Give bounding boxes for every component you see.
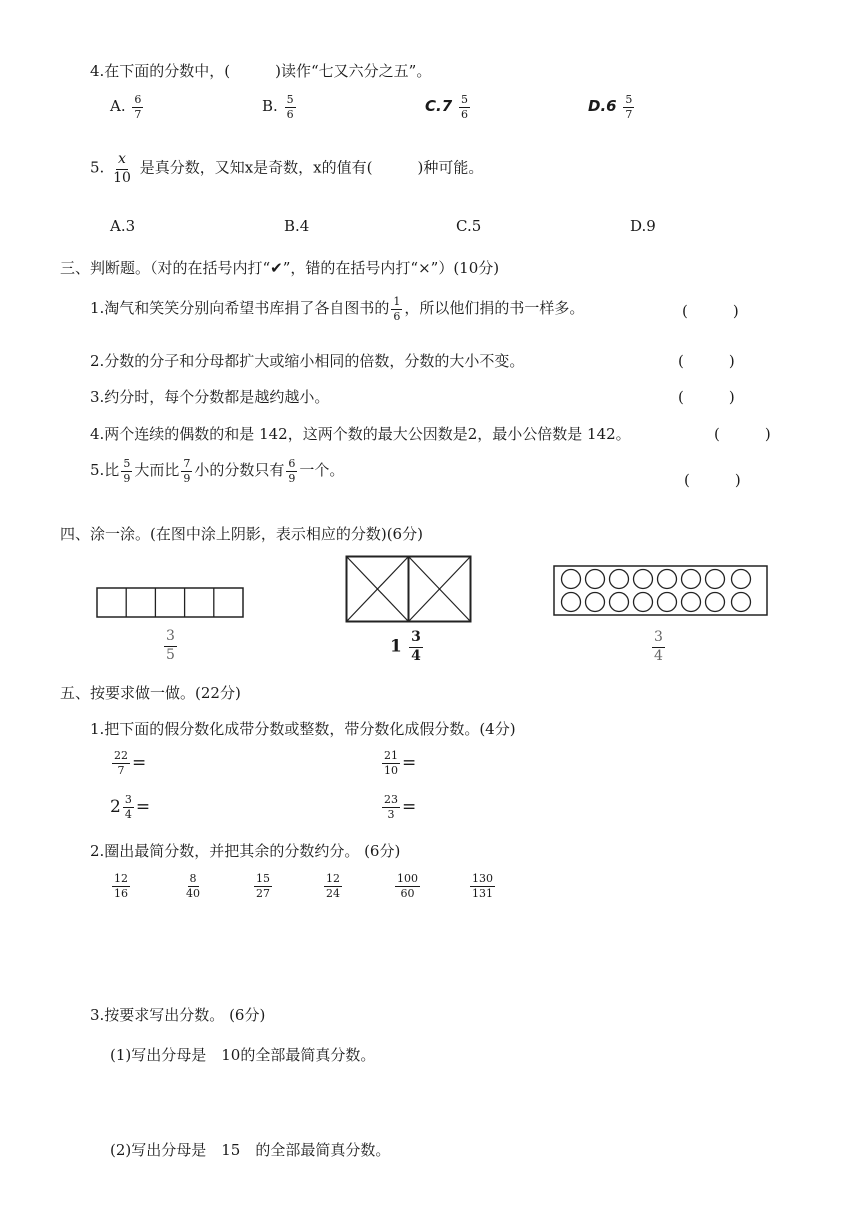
q4-option-d[interactable] <box>588 94 636 120</box>
option-numerator: 5 <box>460 93 468 106</box>
convert-numerator: 3 <box>124 793 132 806</box>
reduce-fraction-6[interactable] <box>468 873 497 899</box>
section5-title: 五、按要求做一做。(22分) <box>60 684 241 702</box>
convert-denominator: 7 <box>117 763 125 777</box>
figure-numerator: 3 <box>409 630 423 648</box>
q5-option-b[interactable]: B.4 <box>284 217 310 235</box>
reduce-fraction-1[interactable] <box>110 873 132 899</box>
q4-option-b[interactable] <box>262 94 298 120</box>
judge-item-5 <box>90 458 344 484</box>
option-prefix: C. <box>425 97 442 116</box>
convert-denominator: 4 <box>124 807 132 821</box>
q4-option-c[interactable] <box>425 94 472 120</box>
equals-sign: = <box>402 753 417 774</box>
crossed-squares-figure[interactable] <box>345 555 473 624</box>
reduce-numerator: 130 <box>472 872 493 885</box>
reduce-denominator: 60 <box>400 886 415 900</box>
answer-paren-1[interactable]: ( ) <box>682 302 739 320</box>
option-denominator: 6 <box>286 107 294 121</box>
judge-denominator: 9 <box>288 471 296 485</box>
q5-option-c[interactable]: C.5 <box>456 217 482 235</box>
q5-numerator: x <box>116 152 128 170</box>
s5-q1-title: 1.把下面的假分数化成带分数或整数，带分数化成假分数。(4分) <box>90 720 516 738</box>
judge-text: 一个。 <box>299 461 345 480</box>
option-denominator: 7 <box>625 107 633 121</box>
convert-whole: 2 <box>110 797 121 818</box>
judge-text: 1.淘气和笑笑分别向希望书库捐了各自图书的 <box>90 299 390 318</box>
figure-3-fraction <box>650 630 667 663</box>
option-prefix: A. <box>110 97 126 116</box>
figure-1-fraction <box>162 629 179 662</box>
judge-numerator: 1 <box>393 295 401 308</box>
figure-denominator: 4 <box>411 647 421 664</box>
figure-numerator: 3 <box>164 629 177 647</box>
answer-paren-3[interactable]: ( ) <box>678 388 735 406</box>
answer-paren-5[interactable]: ( ) <box>684 471 741 489</box>
judge-denominator: 6 <box>393 309 401 323</box>
convert-item-3[interactable] <box>110 794 150 820</box>
q5-denominator: 10 <box>113 169 131 186</box>
judge-numerator: 7 <box>183 457 191 470</box>
judge-numerator: 6 <box>288 457 296 470</box>
circles-group <box>562 570 751 612</box>
q5-option-d[interactable]: D.9 <box>630 217 656 235</box>
judge-numerator: 5 <box>123 457 131 470</box>
option-denominator: 7 <box>134 107 142 121</box>
five-square-strip[interactable] <box>96 587 246 619</box>
q5-stem-line: 5. $\frac{x}{10}$ 是真分数，又知x是奇数，x的值有( )种可能。 <box>90 151 484 186</box>
figure-whole: 1 <box>390 636 402 657</box>
q5-stem: 是真分数，又知x是奇数，x的值有( )种可能。 <box>139 158 484 177</box>
figure-2-fraction <box>390 630 425 663</box>
convert-denominator: 3 <box>387 807 395 821</box>
judge-denominator: 9 <box>123 471 131 485</box>
s5-q3-title: 3.按要求写出分数。 (6分) <box>90 1006 266 1024</box>
s5-q2-title: 2.圈出最简分数，并把其余的分数约分。 (6分) <box>90 842 401 860</box>
option-numerator: 5 <box>286 93 294 106</box>
equals-sign: = <box>132 753 147 774</box>
answer-paren-2[interactable]: ( ) <box>678 352 735 370</box>
option-prefix: B. <box>262 97 278 116</box>
convert-numerator: 22 <box>114 749 128 762</box>
section3-title: 三、判断题。（对的在括号内打“✔”，错的在括号内打“×”）(10分) <box>60 259 500 277</box>
judge-item-2: 2.分数的分子和分母都扩大或缩小相同的倍数，分数的大小不变。 <box>90 352 525 370</box>
reduce-fraction-5[interactable] <box>393 873 422 899</box>
option-numerator: 6 <box>134 93 142 106</box>
equals-sign: = <box>135 797 151 818</box>
reduce-denominator: 131 <box>472 886 493 900</box>
judge-text: 5.比 <box>90 461 120 480</box>
convert-item-2[interactable] <box>380 750 416 776</box>
reduce-denominator: 16 <box>114 886 128 900</box>
figure-numerator: 3 <box>652 630 665 648</box>
judge-item-4: 4.两个连续的偶数的和是 142，这两个数的最大公因数是2，最小公倍数是 142。 <box>90 425 631 443</box>
judge-text: 小的分数只有 <box>194 461 285 480</box>
reduce-numerator: 8 <box>189 872 197 885</box>
option-numerator: 5 <box>625 93 633 106</box>
s5-q3-sub1: (1)写出分母是 10的全部最简真分数。 <box>110 1046 376 1064</box>
convert-item-4[interactable] <box>380 794 416 820</box>
judge-item-3: 3.约分时，每个分数都是越约越小。 <box>90 388 330 406</box>
reduce-fraction-3[interactable] <box>252 873 274 899</box>
figure-denominator: 5 <box>166 646 175 663</box>
circle-grid-figure[interactable] <box>553 565 769 617</box>
judge-text: 大而比 <box>134 461 180 480</box>
s5-q3-sub2: (2)写出分母是 15 的全部最简真分数。 <box>110 1141 391 1159</box>
reduce-fraction-2[interactable] <box>182 873 204 899</box>
judge-item-1 <box>90 296 584 322</box>
section4-title: 四、涂一涂。(在图中涂上阴影，表示相应的分数)(6分) <box>60 525 423 543</box>
convert-numerator: 23 <box>384 793 398 806</box>
option-whole: 7 <box>441 97 453 116</box>
reduce-denominator: 27 <box>256 886 270 900</box>
equals-sign: = <box>402 797 417 818</box>
answer-paren-4[interactable]: ( ) <box>714 425 771 443</box>
convert-numerator: 21 <box>384 749 398 762</box>
reduce-denominator: 40 <box>186 886 200 900</box>
q4-stem: 4.在下面的分数中，( )读作“七又六分之五”。 <box>90 62 432 80</box>
reduce-numerator: 15 <box>256 872 270 885</box>
convert-denominator: 10 <box>384 763 398 777</box>
reduce-denominator: 24 <box>326 886 340 900</box>
reduce-numerator: 12 <box>326 872 340 885</box>
figure-denominator: 4 <box>654 647 663 664</box>
reduce-numerator: 100 <box>397 872 418 885</box>
option-prefix: D. <box>588 97 607 116</box>
option-whole: 6 <box>606 97 617 116</box>
reduce-numerator: 12 <box>114 872 128 885</box>
judge-text: ，所以他们捐的书一样多。 <box>404 299 585 318</box>
option-denominator: 6 <box>460 107 468 121</box>
q5-option-a[interactable]: A.3 <box>110 217 136 235</box>
convert-item-1[interactable] <box>110 750 146 776</box>
q4-option-a[interactable] <box>110 94 145 120</box>
reduce-fraction-4[interactable] <box>322 873 344 899</box>
judge-denominator: 9 <box>183 471 191 485</box>
